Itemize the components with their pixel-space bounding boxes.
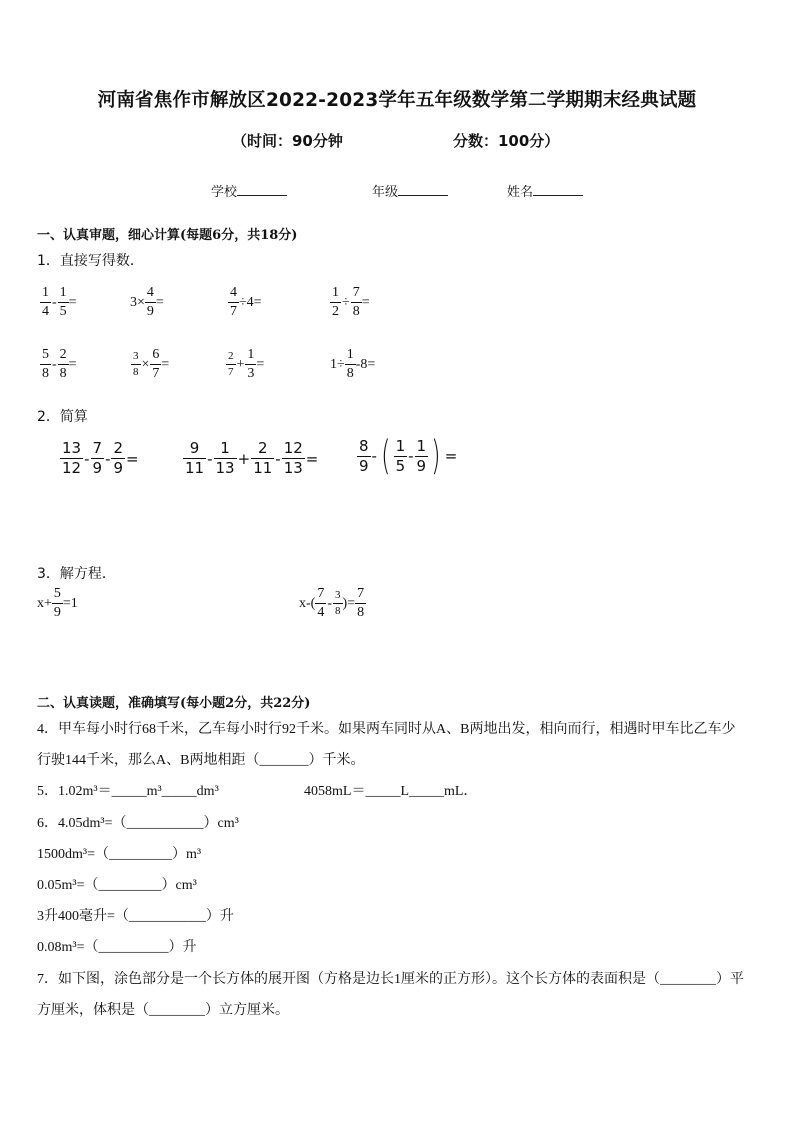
question-text: 4．甲车每小时行68千米，乙车每小时行92千米。如果两车同时从A、B两地出发，相向而行，相遇时甲车比乙车少	[37, 722, 736, 737]
question-text: 7．如下图，涂色部分是一个长方体的展开图（方格是边长1厘米的正方形）。这个长方体的表面积是（________）平	[37, 972, 744, 987]
expression: $\frac{8}{9}$ - ( $\frac{1}{5}$ - $\frac{1}{9}$ ) =	[359, 433, 458, 479]
question-text: 6．4.05dm³=（___________）cm³	[37, 816, 239, 831]
expression: $\frac{1}{2}$ ÷ $\frac{7}{8}$ =	[332, 285, 370, 319]
exam-time: （时间：90分钟	[232, 132, 343, 150]
section-heading: 二、认真读题，准确填写(每小题2分，共22分)	[37, 696, 311, 711]
exam-score: 分数：100分）	[453, 132, 560, 150]
question-label: 1．直接写得数．	[37, 253, 144, 269]
question-text: 4058mL＝_____L_____mL．	[304, 784, 478, 799]
section-heading: 一、认真审题，细心计算(每题6分，共18分)	[37, 228, 298, 243]
school-field[interactable]: 学校	[211, 181, 287, 200]
question-text: 3升400毫升=（___________）升	[37, 909, 234, 924]
expression: $\frac{9}{11}$ - $\frac{1}{13}$ + $\frac{2}{11}$ - $\frac{12}{13}$ =	[185, 439, 319, 477]
expression: 1÷ $\frac{1}{8}$ -8=	[330, 347, 376, 381]
expression: 3× $\frac{4}{9}$ =	[130, 285, 164, 319]
name-field[interactable]: 姓名	[507, 181, 583, 200]
expression: $\frac{13}{12}$ - $\frac{7}{9}$ - $\frac{2}{9}$ =	[62, 439, 139, 477]
question-label: 2．简算	[37, 409, 88, 425]
expression: $\frac{4}{7}$ ÷4=	[230, 285, 262, 319]
expression: $\frac{3}{8}$ × $\frac{6}{7}$ =	[133, 347, 170, 381]
question-text: 1500dm³=（_________）m³	[37, 847, 202, 862]
equation: x+ $\frac{5}{9}$ =1	[37, 586, 78, 620]
question-text: 0.08m³=（__________）升	[37, 940, 197, 955]
expression: $\frac{1}{4}$ - $\frac{1}{5}$ =	[42, 285, 77, 319]
grade-field[interactable]: 年级	[372, 181, 448, 200]
question-text: 行驶144千米，那么A、B两地相距（_______）千米。	[37, 753, 365, 768]
question-text: 方厘米，体积是（________）立方厘米。	[37, 1003, 289, 1018]
equation: x-( $\frac{7}{4}$ - $\frac{3}{8}$ )= $\frac{7}{8}$	[299, 586, 365, 620]
question-text: 5．1.02m³＝_____m³_____dm³	[37, 784, 219, 799]
page-title: 河南省焦作市解放区2022-2023学年五年级数学第二学期期末经典试题	[97, 90, 697, 111]
expression: $\frac{2}{7}$ + $\frac{1}{3}$ =	[228, 347, 265, 381]
question-label: 3．解方程．	[37, 566, 116, 582]
question-text: 0.05m³=（_________）cm³	[37, 878, 197, 893]
expression: $\frac{5}{8}$ - $\frac{2}{8}$ =	[42, 347, 77, 381]
